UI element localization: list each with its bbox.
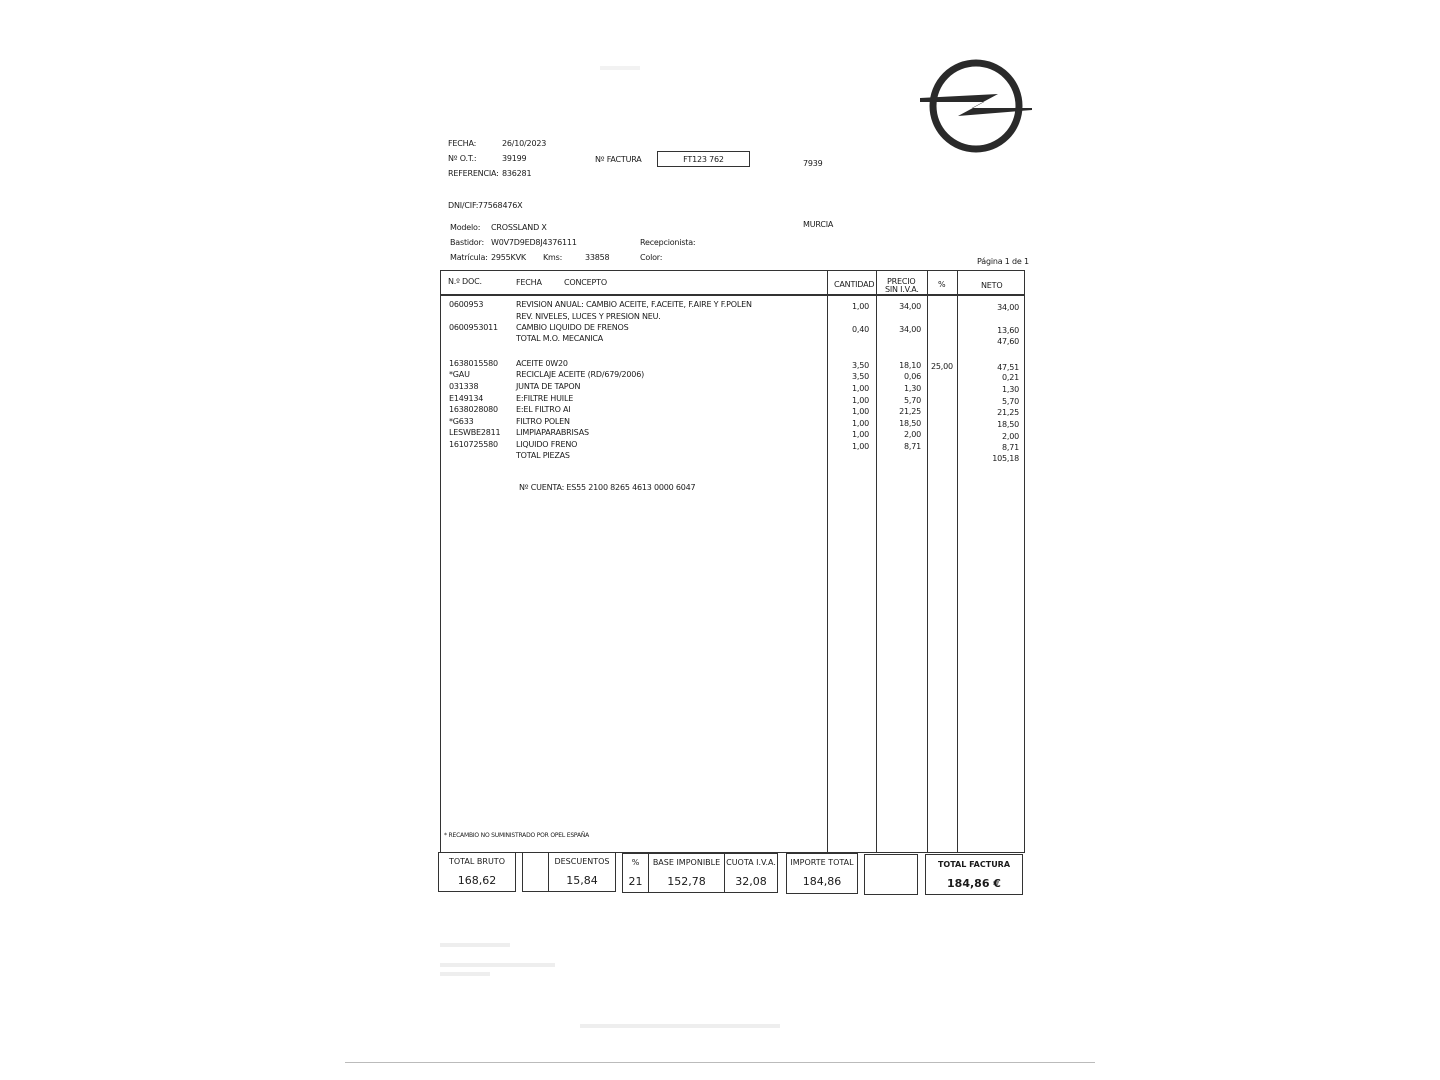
row-precio: 34,00 (899, 325, 921, 334)
dni-value: 77568476X (478, 201, 523, 210)
importe-total-value: 184,86 (802, 875, 842, 888)
bastidor-label: Bastidor: (450, 238, 484, 247)
row-concepto: JUNTA DE TAPON (516, 382, 581, 391)
row-precio: 21,25 (899, 407, 921, 416)
row-precio: 1,30 (903, 384, 921, 393)
row-cantidad: 1,00 (851, 384, 869, 393)
descuentos-value: 15,84 (566, 874, 598, 887)
col-doc: N.º DOC. (448, 277, 482, 286)
row-neto: 13,60 (997, 326, 1019, 335)
row-concepto: TOTAL M.O. MECANICA (516, 334, 604, 343)
fecha-value: 26/10/2023 (502, 139, 547, 148)
total-factura-value: 184,86 € (947, 877, 1001, 890)
dni-label: DNI/CIF: (448, 201, 479, 210)
col-precio: PRECIO (887, 277, 916, 286)
row-precio: 18,50 (899, 419, 921, 428)
iva-pct-value: 21 (628, 875, 643, 888)
row-concepto: E:EL FILTRO AI (516, 405, 571, 414)
page-indicator: Página 1 de 1 (977, 257, 1029, 266)
row-concepto: RECICLAJE ACEITE (RD/679/2006) (516, 370, 645, 379)
code-value: 7939 (803, 159, 823, 168)
matricula-value: 2955KVK (491, 253, 526, 262)
factura-number: FT123 762 (683, 155, 724, 164)
referencia-value: 836281 (502, 169, 532, 178)
row-precio: 5,70 (903, 396, 921, 405)
fecha-label: FECHA: (448, 139, 477, 148)
row-doc: 0600953 (449, 300, 484, 309)
row-cantidad: 1,00 (851, 419, 869, 428)
row-concepto: CAMBIO LIQUIDO DE FRENOS (516, 323, 629, 332)
row-neto: 47,60 (997, 337, 1019, 346)
row-concepto: FILTRO POLEN (516, 417, 570, 426)
row-concepto: REVISION ANUAL: CAMBIO ACEITE, F.ACEITE, F.AIRE Y F.POLEN (516, 300, 752, 309)
opel-logo-icon (918, 58, 1034, 154)
row-precio: 0,06 (903, 372, 921, 381)
row-doc: E149134 (449, 394, 484, 403)
row-neto: 105,18 (992, 454, 1019, 463)
row-concepto: LIQUIDO FRENO (516, 440, 578, 449)
col-neto: NETO (981, 281, 1003, 290)
ciudad: MURCIA (803, 220, 834, 229)
factura-label: Nº FACTURA (595, 155, 642, 164)
row-precio: 18,10 (899, 361, 921, 370)
row-cantidad: 1,00 (851, 302, 869, 311)
modelo-value: CROSSLAND X (491, 223, 547, 232)
row-concepto: TOTAL PIEZAS (516, 451, 570, 460)
row-precio: 8,71 (903, 442, 921, 451)
row-neto: 0,21 (1001, 373, 1019, 382)
row-concepto: ACEITE 0W20 (516, 359, 568, 368)
descuentos-box (548, 852, 616, 892)
kms-label: Kms: (543, 253, 563, 262)
modelo-label: Modelo: (450, 223, 481, 232)
col-precio-sub: SIN I.V.A. (885, 285, 919, 294)
row-neto: 1,30 (1001, 385, 1019, 394)
color-label: Color: (640, 253, 663, 262)
row-concepto: E:FILTRE HUILE (516, 394, 574, 403)
row-neto: 2,00 (1001, 432, 1019, 441)
row-neto: 21,25 (997, 408, 1019, 417)
nota: * RECAMBIO NO SUMINISTRADO POR OPEL ESPAÑA (444, 832, 590, 839)
row-neto: 5,70 (1001, 397, 1019, 406)
row-doc: 1610725580 (449, 440, 498, 449)
empty-box (522, 852, 549, 892)
row-doc: 031338 (449, 382, 479, 391)
row-precio: 34,00 (899, 302, 921, 311)
row-cantidad: 3,50 (851, 372, 869, 381)
row-doc: *GAU (449, 370, 470, 379)
row-cantidad: 3,50 (851, 361, 869, 370)
base-imponible-value: 152,78 (667, 875, 706, 888)
descuentos-label: DESCUENTOS (554, 857, 610, 866)
row-cantidad: 1,00 (851, 430, 869, 439)
row-cantidad: 1,00 (851, 407, 869, 416)
total-factura-box (925, 854, 1023, 895)
col-fecha: FECHA (516, 278, 542, 287)
row-cantidad: 1,00 (851, 396, 869, 405)
row-neto: 47,51 (997, 363, 1019, 372)
row-doc: LESWBE2811 (449, 428, 501, 437)
importe-total-box (786, 853, 858, 894)
referencia-label: REFERENCIA: (448, 169, 499, 178)
row-precio: 2,00 (903, 430, 921, 439)
col-cantidad: CANTIDAD (834, 280, 875, 289)
row-doc: *G633 (449, 417, 474, 426)
row-cantidad: 0,40 (851, 325, 869, 334)
importe-total-label: IMPORTE TOTAL (790, 858, 854, 867)
iva-pct-label: % (631, 858, 640, 867)
ot-label: Nº O.T.: (448, 154, 477, 163)
total-bruto-box (438, 852, 516, 892)
row-concepto: REV. NIVELES, LUCES Y PRESION NEU. (516, 312, 661, 321)
bastidor-value: W0V7D9ED8J4376111 (491, 238, 577, 247)
recepcionista-label: Recepcionista: (640, 238, 696, 247)
items-table (440, 270, 1025, 853)
factura-number-box (657, 151, 750, 167)
matricula-label: Matrícula: (450, 253, 488, 262)
iva-pct-box (622, 853, 649, 893)
row-doc: 0600953011 (449, 323, 498, 332)
row-pct: 25,00 (931, 362, 953, 371)
row-cantidad: 1,00 (851, 442, 869, 451)
ot-value: 39199 (502, 154, 527, 163)
row-concepto: LIMPIAPARABRISAS (516, 428, 589, 437)
cuota-iva-box (724, 853, 778, 893)
total-factura-label: TOTAL FACTURA (937, 860, 1011, 869)
kms-value: 33858 (585, 253, 610, 262)
empty-box-2 (864, 854, 918, 895)
col-pct: % (938, 280, 946, 289)
row-doc: 1638028080 (449, 405, 498, 414)
base-imponible-box (648, 853, 725, 893)
total-bruto-label: TOTAL BRUTO (448, 857, 505, 866)
row-neto: 8,71 (1001, 443, 1019, 452)
cuenta: Nº CUENTA: ES55 2100 8265 4613 0000 6047 (519, 483, 696, 492)
base-imponible-label: BASE IMPONIBLE (652, 858, 721, 867)
cuota-iva-label: CUOTA I.V.A. (726, 858, 776, 867)
total-bruto-value: 168,62 (457, 874, 497, 887)
col-concepto: CONCEPTO (564, 278, 607, 287)
row-neto: 34,00 (997, 303, 1019, 312)
row-neto: 18,50 (997, 420, 1019, 429)
row-doc: 1638015580 (449, 359, 498, 368)
cuota-iva-value: 32,08 (735, 875, 767, 888)
